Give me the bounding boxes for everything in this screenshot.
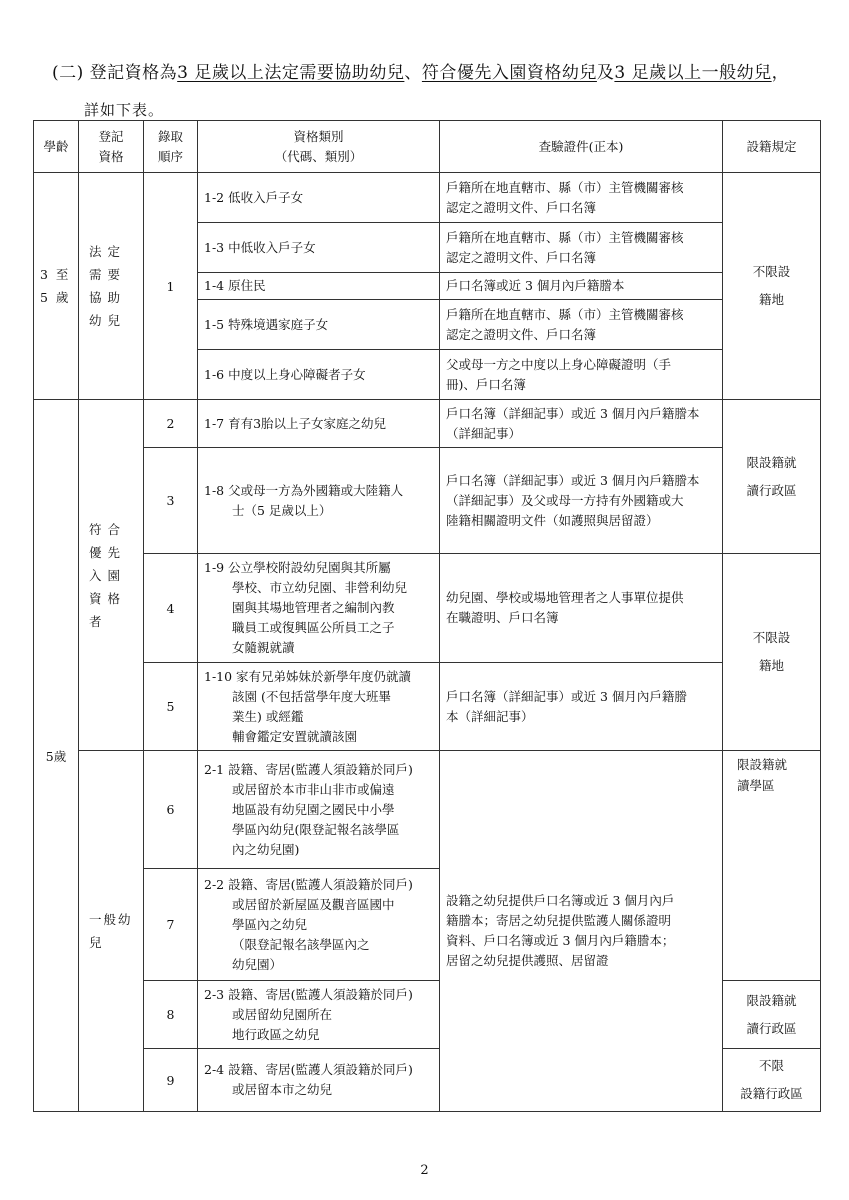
page-number: 2 (420, 1163, 429, 1178)
type-cell: 1-10 家有兄弟姊妹於新學年度仍就讀 該園 (不包括當學年度大班畢 業生) 或經鑑 輔會鑑定安置就讀該園 (198, 663, 440, 751)
header-registration: 設籍規定 (723, 121, 821, 173)
group-legal-cell: 法定需要協助幼兒 (79, 173, 144, 400)
order-cell: 2 (144, 400, 198, 448)
heading-separator: 及 (596, 63, 615, 83)
docs-cell: 戶籍所在地直轄市、縣（市）主管機關審核 認定之證明文件、戶口名簿 (440, 173, 723, 223)
order-cell: 8 (144, 981, 198, 1049)
type-cell: 1-3 中低收入戶子女 (198, 223, 440, 273)
type-cell: 2-2 設籍、寄居(監護人須設籍於同戶) 或居留於新屋區及觀音區國中 學區內之幼兒 （限登記報名該學區內之 幼兒園） (198, 869, 440, 981)
table-row (34, 400, 821, 448)
registration-cell: 不限設 籍地 (723, 554, 821, 751)
heading-priority-children: 符合優先入園資格幼兒 (421, 63, 597, 83)
subheading: 詳如下表。 (84, 101, 165, 119)
table-row (34, 663, 821, 751)
order-cell: 1 (144, 173, 198, 400)
registration-cell: 限設籍就 讀行政區 (723, 400, 821, 554)
docs-cell: 父或母一方之中度以上身心障礙證明（手 冊)、戶口名簿 (440, 350, 723, 400)
eligibility-table (33, 120, 821, 1112)
header-age: 學齡 (34, 121, 79, 173)
docs-cell: 戶口名簿或近 3 個月內戶籍謄本 (440, 273, 723, 300)
docs-cell: 戶口名簿（詳細記事）或近 3 個月內戶籍謄 本（詳細記事） (440, 663, 723, 751)
header-order: 錄取 順序 (144, 121, 198, 173)
order-cell: 6 (144, 751, 198, 869)
age-3to5-cell: 3 至 5 歲 (34, 173, 79, 400)
docs-cell: 戶口名簿（詳細記事）或近 3 個月內戶籍謄本 （詳細記事） (440, 400, 723, 448)
heading-separator: 、 (404, 63, 422, 83)
heading-general-children: 3 足歲以上一般幼兒 (614, 63, 772, 83)
type-cell: 2-1 設籍、寄居(監護人須設籍於同戶) 或居留於本市非山非市或偏遠 地區設有幼兒園之國民中小學 學區內幼兒(限登記報名該學區 內之幼兒園) (198, 751, 440, 869)
type-cell: 1-4 原住民 (198, 273, 440, 300)
table-row (34, 448, 821, 554)
type-cell: 1-5 特殊境遇家庭子女 (198, 300, 440, 350)
header-documents: 查驗證件(正本) (440, 121, 723, 173)
age-5-cell: 5歲 (34, 400, 79, 1112)
order-cell: 5 (144, 663, 198, 751)
order-cell: 9 (144, 1049, 198, 1112)
header-row (34, 121, 821, 173)
docs-cell: 戶口名簿（詳細記事）或近 3 個月內戶籍謄本 （詳細記事）及父或母一方持有外國籍或大 陸籍相關證明文件（如護照與居留證） (440, 448, 723, 554)
registration-cell: 不限設 籍地 (723, 173, 821, 400)
section-heading (52, 58, 789, 83)
table-row (34, 173, 821, 223)
docs-cell: 設籍之幼兒提供戶口名簿或近 3 個月內戶 籍謄本；寄居之幼兒提供監護人關係證明 資料、戶口名簿或近 3 個月內戶籍謄本； 居留之幼兒提供護照、居留證 (440, 751, 723, 1112)
group-general-cell: 一般幼兒 (79, 751, 144, 1112)
heading-suffix: ， (771, 63, 790, 83)
type-cell: 1-2 低收入戶子女 (198, 173, 440, 223)
order-cell: 7 (144, 869, 198, 981)
order-cell: 4 (144, 554, 198, 663)
table-row (34, 554, 821, 663)
heading-prefix: (二) 登記資格為 (52, 63, 178, 83)
table-row (34, 751, 821, 869)
registration-cell: 不限 設籍行政區 (723, 1049, 821, 1112)
registration-cell: 限設籍就 讀行政區 (723, 981, 821, 1049)
type-cell: 1-9 公立學校附設幼兒園與其所屬 學校、市立幼兒園、非營利幼兒 園與其場地管理者之編制內教 職員工或復興區公所員工之子 女隨親就讀 (198, 554, 440, 663)
type-cell: 1-6 中度以上身心障礙者子女 (198, 350, 440, 400)
group-priority-cell: 符合優先入園資格者 (79, 400, 144, 751)
header-type: 資格類別 （代碼、類別） (198, 121, 440, 173)
order-cell: 3 (144, 448, 198, 554)
type-cell: 2-3 設籍、寄居(監護人須設籍於同戶) 或居留幼兒園所在 地行政區之幼兒 (198, 981, 440, 1049)
docs-cell: 戶籍所在地直轄市、縣（市）主管機關審核 認定之證明文件、戶口名簿 (440, 223, 723, 273)
heading-legal-children: 3 足歲以上法定需要協助幼兒 (177, 63, 405, 83)
type-cell: 1-8 父或母一方為外國籍或大陸籍人 士（5 足歲以上） (198, 448, 440, 554)
registration-cell: 限設籍就 讀學區 (723, 751, 821, 981)
docs-cell: 幼兒園、學校或場地管理者之人事單位提供 在職證明、戶口名簿 (440, 554, 723, 663)
type-cell: 1-7 育有3胎以上子女家庭之幼兒 (198, 400, 440, 448)
docs-cell: 戶籍所在地直轄市、縣（市）主管機關審核 認定之證明文件、戶口名簿 (440, 300, 723, 350)
header-qualification: 登記 資格 (79, 121, 144, 173)
type-cell: 2-4 設籍、寄居(監護人須設籍於同戶) 或居留本市之幼兒 (198, 1049, 440, 1112)
